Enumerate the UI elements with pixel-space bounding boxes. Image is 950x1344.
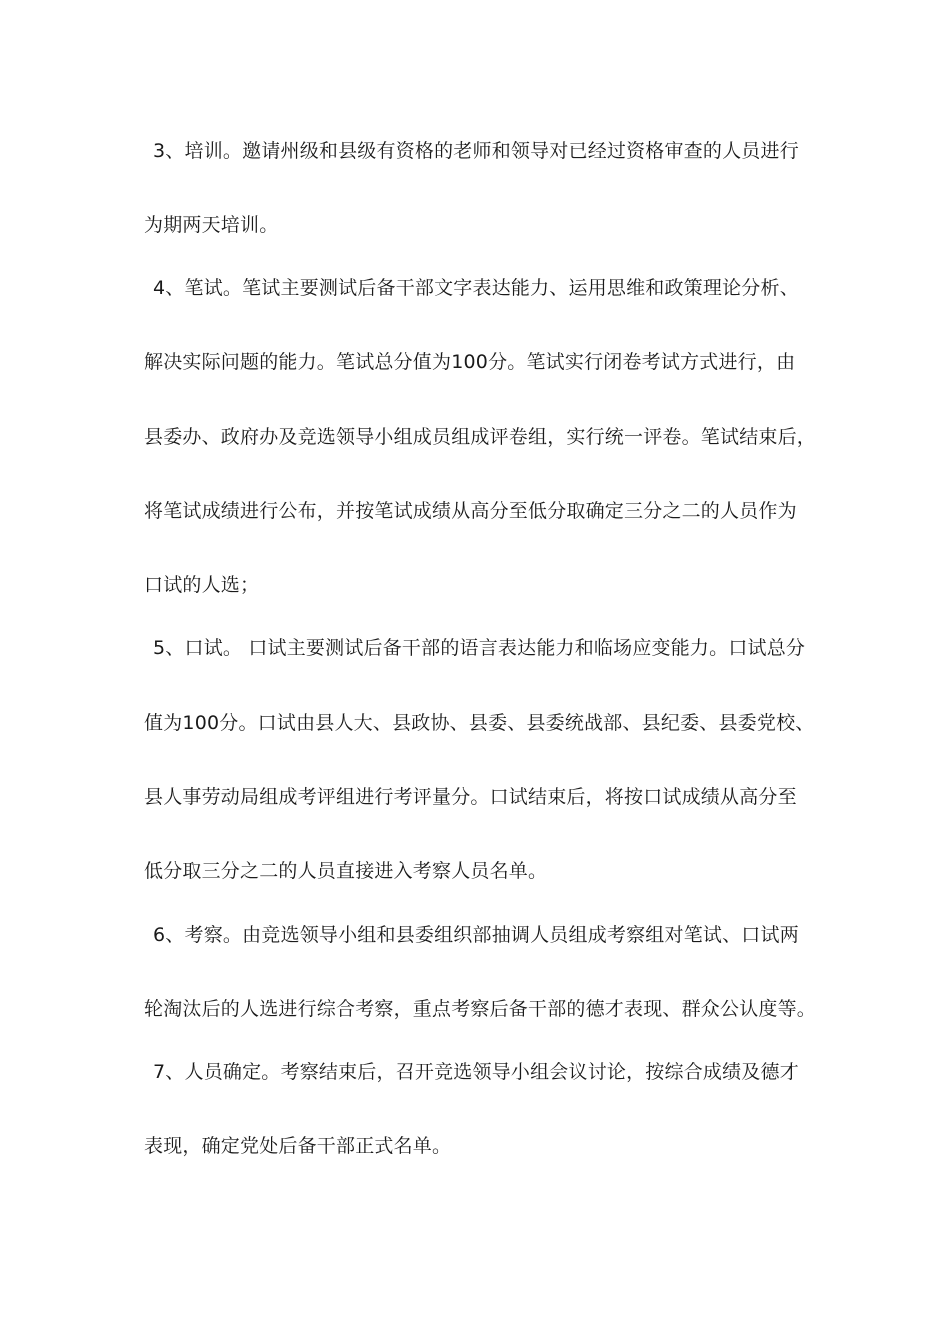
item-3-training-line-1: 3、培训。邀请州级和县级有资格的老师和领导对已经过资格审查的人员进行 [153, 140, 799, 162]
item-5-oral-exam-line-4: 低分取三分之二的人员直接进入考察人员名单。 [144, 860, 548, 882]
item-3-training-line-2: 为期两天培训。 [144, 214, 279, 236]
item-4-written-exam-line-2: 解决实际问题的能力。笔试总分值为100分。笔试实行闭卷考试方式进行，由 [144, 351, 796, 373]
item-4-written-exam-line-5: 口试的人选； [144, 574, 260, 596]
item-5-oral-exam-line-1: 5、口试。 口试主要测试后备干部的语言表达能力和临场应变能力。口试总分 [153, 637, 806, 659]
item-5-oral-exam-line-2: 值为100分。口试由县人大、县政协、县委、县委统战部、县纪委、县委党校、 [144, 712, 815, 734]
item-7-confirmation-line-2: 表现，确定党处后备干部正式名单。 [144, 1135, 452, 1157]
item-4-written-exam-line-4: 将笔试成绩进行公布，并按笔试成绩从高分至低分取确定三分之二的人员作为 [144, 500, 797, 522]
item-4-written-exam-line-1: 4、笔试。笔试主要测试后备干部文字表达能力、运用思维和政策理论分析、 [153, 277, 799, 299]
item-4-written-exam-line-3: 县委办、政府办及竞选领导小组成员组成评卷组，实行统一评卷。笔试结束后， [144, 426, 817, 448]
item-5-oral-exam-line-3: 县人事劳动局组成考评组进行考评量分。口试结束后，将按口试成绩从高分至 [144, 786, 797, 808]
item-7-confirmation-line-1: 7、人员确定。考察结束后，召开竞选领导小组会议讨论，按综合成绩及德才 [153, 1061, 799, 1083]
item-6-inspection-line-2: 轮淘汰后的人选进行综合考察，重点考察后备干部的德才表现、群众公认度等。 [144, 998, 817, 1020]
item-6-inspection-line-1: 6、考察。由竞选领导小组和县委组织部抽调人员组成考察组对笔试、口试两 [153, 924, 799, 946]
